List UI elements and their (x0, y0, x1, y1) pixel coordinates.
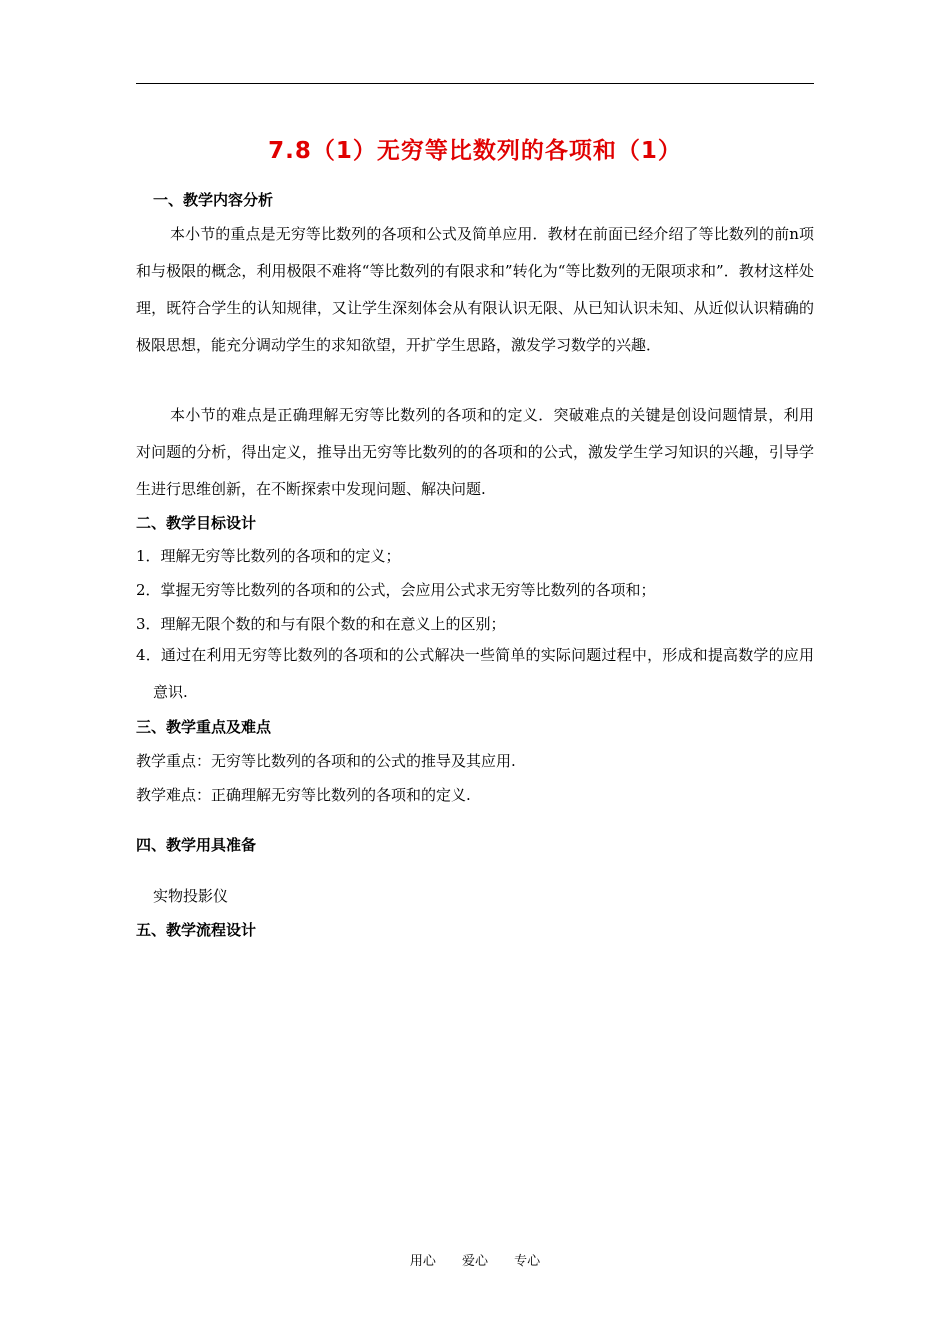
objective-item-3: 3．理解无限个数的和与有限个数的和在意义上的区别； (136, 615, 506, 633)
teaching-tool: 实物投影仪 (153, 887, 229, 905)
difficult-point: 教学难点：正确理解无穷等比数列的各项和的定义. (136, 786, 471, 804)
objective-item-1: 1．理解无穷等比数列的各项和的定义； (136, 547, 401, 565)
page-title: 7.8（1）无穷等比数列的各项和（1） (268, 138, 682, 164)
section-1-paragraph-1: 本小节的重点是无穷等比数列的各项和公式及简单应用．教材在前面已经介绍了等比数列的前n项和与极限的概念，利用极限不难将“等比数列的有限求和”转化为“等比数列的无限项求和”．教材这样处理，既符合学生的认知规律，又让学生深刻体会从有限认识无限、从已知认识未知、从近似认识精确的极限思想，能充分调动学生的求知欲望，开扩学生思路，激发学习数学的兴趣． (136, 225, 814, 354)
section-3-heading: 三、教学重点及难点 (136, 718, 272, 736)
key-point: 教学重点：无穷等比数列的各项和的公式的推导及其应用. (136, 752, 516, 770)
section-2-heading: 二、教学目标设计 (136, 514, 257, 532)
section-1-paragraph-2: 本小节的难点是正确理解无穷等比数列的各项和的定义．突破难点的关键是创设问题情景，利用对问题的分析，得出定义，推导出无穷等比数列的的各项和的公式，激发学生学习知识的兴趣，引导学生进行思维创新，在不断探索中发现问题、解决问题. (136, 406, 814, 498)
objective-item-2: 2．掌握无穷等比数列的各项和的公式，会应用公式求无穷等比数列的各项和； (136, 581, 656, 599)
section-4-heading: 四、教学用具准备 (136, 836, 257, 854)
objective-item-4: 4．通过在利用无穷等比数列的各项和的公式解决一些简单的实际问题过程中，形成和提高数学的应用意识. (136, 646, 814, 701)
header-rule (136, 83, 814, 84)
section-5-heading: 五、教学流程设计 (136, 921, 257, 939)
footer-text-3: 专心 (514, 1254, 541, 1269)
footer-text-2: 爱心 (461, 1254, 488, 1269)
page-footer (0, 1250, 950, 1269)
section-1-heading: 一、教学内容分析 (153, 191, 274, 209)
footer-text-1: 用心 (409, 1254, 436, 1269)
